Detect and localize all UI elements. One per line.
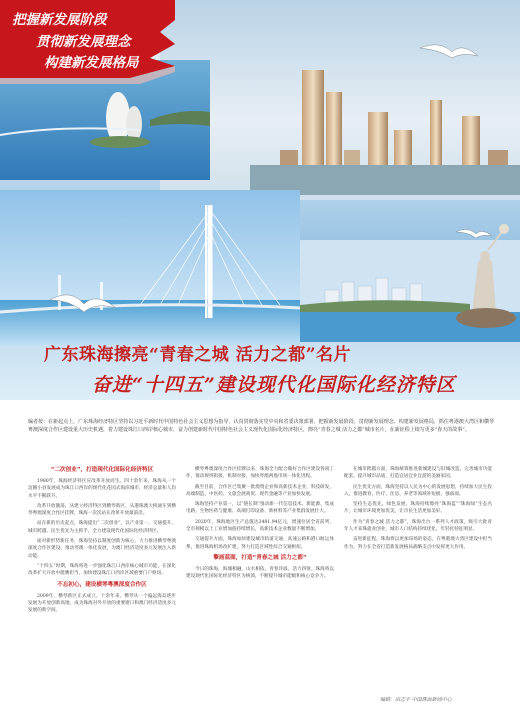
page-footer: 编辑：田志平 中国珠海新闻中心 bbox=[380, 697, 452, 703]
article-paragraph: 2009年，横琴新区正式成立。十余年来，横琴从一个偏远海岛逐步发展为开放创新高地，成为珠海对外开放的重要窗口和澳门经济适度多元发展的新空间。 bbox=[28, 593, 176, 614]
banner-line-3: 构建新发展格局 bbox=[44, 55, 139, 71]
article-paragraph: 2020年，珠海地区生产总值达3481.94亿元，增速位居全省前列，全市规模以上工业增加值持续增长，高新技术企业数量不断增加。 bbox=[186, 519, 334, 533]
page-subheadline: 奋进“十四五”建设现代化国际化经济特区 bbox=[92, 374, 456, 396]
article-column-2 bbox=[186, 466, 334, 694]
article-columns bbox=[28, 466, 498, 694]
article-paragraph: 今日的珠海，海城相融，山水相依，青春洋溢、活力四射。珠海将以建设现代化国际化经济特区为统领，不断提升城市能级和核心竞争力。 bbox=[186, 566, 334, 580]
article-paragraph: 在城市跨越方面，珠海统筹推进新城建设与旧城改造，完善城市功能配套，提升城市品质，打造宜居宜业宜游的美丽家园。 bbox=[344, 467, 492, 480]
article-paragraph: 奋进新征程，珠海将以更加昂扬的姿态，在粤港澳大湾区建设中担当作为，努力在全省打造新发展格局战略支点中发挥更大作用。 bbox=[344, 537, 492, 550]
article-paragraph: 面对新形势新任务，珠海坚持以制度创新为核心，大力推进横琴粤澳深度合作区建设，推动琴澳一体化发展，为澳门经济适度多元发展注入新动能。 bbox=[28, 539, 176, 559]
article-paragraph: “十四五”时期，珠海将进一步强化珠江口西岸核心城市功能，在深化改革扩大开放中挺膺担当，加快建设珠江口西岸区域重要门户枢纽。 bbox=[28, 563, 176, 577]
article-column-3 bbox=[344, 466, 492, 694]
banner-line-2: 贯彻新发展理念 bbox=[36, 34, 131, 50]
article-paragraph: 改革开放激荡，从建立经济特区到横琴新区、从港珠澳大桥通车到横琴粤澳深度合作区挂牌，珠海一次次站在改革开放最前沿。 bbox=[28, 503, 176, 517]
article-paragraph: 坚持生态优先、绿色发展，珠海持续擦亮“珠海蓝”“珠海绿”生态名片，让城市环境更加优美，让市民生活更加美好。 bbox=[344, 502, 492, 515]
article-column-1 bbox=[28, 466, 176, 694]
article-paragraph: 作为“青春之城 活力之都”，珠海出台一系列人才政策，吸引大批青年人才来珠就业创业，城市人口结构持续优化，年轻化特征明显。 bbox=[344, 519, 492, 533]
article-paragraph: 截至目前，合作区已集聚一批澳资企业和高新技术企业，科技研发、高端制造、中医药、文旅会展商贸、现代金融等产业加快发展。 bbox=[186, 484, 334, 497]
article-paragraph: 1980年，珠海经济特区应改革开放而生。四十余年来，珠海从一个边陲小县发展成为珠江口西岸的现代化花园式海滨城市，经济总量和人均水平不断跃升。 bbox=[28, 479, 176, 499]
article-paragraph: 珠海坚持产业第一，以“链长制”推动新一代信息技术、新能源、集成电路、生物医药与健康、高端打印设备、新材料等产业集群发展壮大。 bbox=[186, 502, 334, 515]
article-paragraph: 站在新的历史起点，珠海提出“二次创业”，以产业第一、交通提升、城市跨越、民生优先为主抓手，全力建设现代化国际化经济特区。 bbox=[28, 521, 176, 534]
article-paragraph: 交通提升方面，珠海加快建设城市轨道交通、高速公路和港口航运体系，推进珠海机场改扩建，努力打造区域性综合交通枢纽。 bbox=[186, 537, 334, 550]
section-title: 擎画蓝图，打造“青春之城 活力之都” bbox=[213, 554, 307, 561]
article-paragraph: 横琴粤澳深度合作区挂牌以来，珠海全力配合做好合作区建设各项工作，推动规则衔接、机制对接，加快琴澳两地市场一体化进程。 bbox=[186, 467, 334, 480]
section-title: 不忘初心，建设横琴粤澳深度合作区 bbox=[57, 581, 147, 588]
page-headline: 广东珠海擦亮“青春之城 活力之都”名片 bbox=[44, 345, 351, 365]
article-paragraph: 民生优先方面，珠海坚持以人民为中心的发展思想，持续加大民生投入，推进教育、医疗、住房、养老等领域补短板、强弱项。 bbox=[344, 484, 492, 497]
section-title: “二次创业”，打造现代化国际化经济特区 bbox=[50, 467, 154, 473]
editor-note: 编者按：在新起点上，广东珠海经济特区坚持以习近平新时代中国特色社会主义思想为指导，认真贯彻落实党中央和省委决策部署，把握新发展阶段、贯彻新发展理念、构建新发展格局，抓住粤港澳大湾区和横琴粤澳深度合作区建设重大历史机遇，着力建设珠江口西岸核心城市，奋力创建新时代中国特色社会主义现代化国际化经济特区，擦亮“青春之城 活力之都”城市名片，在新征程上续写更多“春天的故事”。 bbox=[28, 419, 494, 433]
banner-line-1: 把握新发展阶段 bbox=[12, 12, 107, 28]
